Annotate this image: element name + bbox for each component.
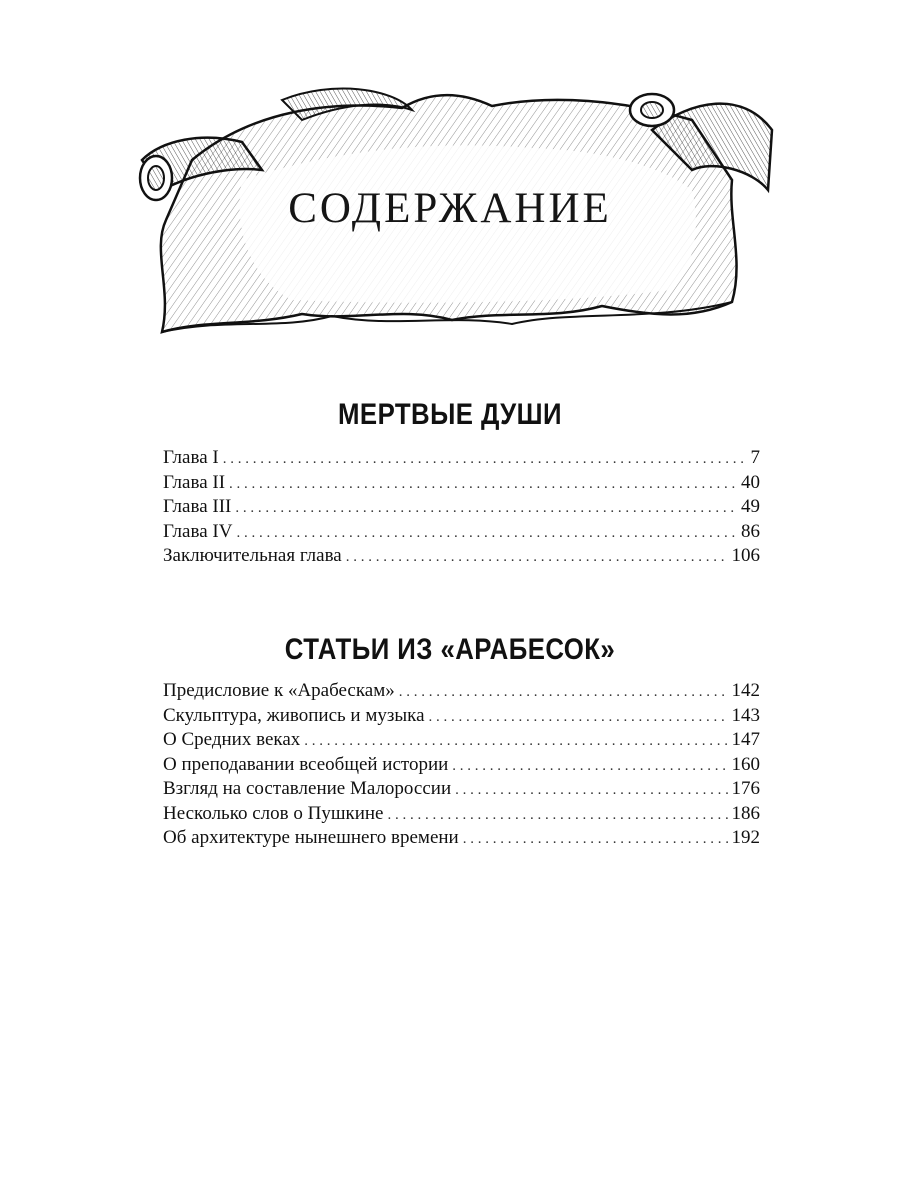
toc-entry-page: 160 xyxy=(731,753,760,775)
toc-entry[interactable] xyxy=(163,471,760,496)
toc-entry-title: Глава III xyxy=(163,496,232,517)
toc-entry-page: 176 xyxy=(731,778,760,799)
toc-entry-title: Предисловие к «Арабескам» xyxy=(163,680,395,701)
dot-leader xyxy=(387,803,727,828)
toc-entry[interactable] xyxy=(163,704,760,729)
toc-entry-page: 186 xyxy=(731,802,760,824)
dot-leader xyxy=(236,521,737,546)
toc-entry-page: 40 xyxy=(741,471,760,493)
dot-leader xyxy=(429,705,728,730)
section-heading: МЕРТВЫЕ ДУШИ xyxy=(338,398,562,431)
toc-entry[interactable] xyxy=(163,753,760,778)
toc-entry-page: 86 xyxy=(741,520,760,542)
toc-entry-page: 143 xyxy=(731,704,760,726)
toc-entry[interactable] xyxy=(163,520,760,545)
toc-entry-page: 106 xyxy=(731,545,760,566)
page-title: СОДЕРЖАНИЕ xyxy=(288,185,612,232)
dot-leader xyxy=(452,754,727,779)
dot-leader xyxy=(235,496,737,521)
toc-entry-page: 49 xyxy=(741,496,760,517)
dot-leader xyxy=(399,680,728,705)
toc-entry-page: 147 xyxy=(731,729,760,750)
toc-entry-title: Взгляд на составление Малороссии xyxy=(163,778,452,799)
toc-entry-title: Глава IV xyxy=(163,520,233,542)
toc-entry-title: О преподавании всеобщей истории xyxy=(163,753,449,775)
toc-entry[interactable] xyxy=(163,495,760,520)
dot-leader xyxy=(304,729,727,754)
toc-entry-title: Скульптура, живопись и музыка xyxy=(163,704,425,726)
toc-entry-page: 7 xyxy=(750,447,760,468)
dot-leader xyxy=(463,827,728,852)
toc-entry[interactable] xyxy=(163,728,760,753)
toc-list xyxy=(163,679,760,851)
toc-list xyxy=(163,446,760,569)
toc-entry-title: Глава II xyxy=(163,471,226,493)
toc-entry-page: 192 xyxy=(731,827,760,848)
toc-entry-page: 142 xyxy=(731,680,760,701)
toc-entry-title: Глава I xyxy=(163,447,219,468)
toc-entry[interactable] xyxy=(163,679,760,704)
toc-entry[interactable] xyxy=(163,777,760,802)
section-heading: СТАТЬИ ИЗ «АРАБЕСОК» xyxy=(284,633,616,666)
toc-entry[interactable] xyxy=(163,802,760,827)
dot-leader xyxy=(346,545,728,570)
dot-leader xyxy=(229,472,737,497)
dot-leader xyxy=(455,778,727,803)
toc-entry-title: Заключительная глава xyxy=(163,545,342,566)
toc-entry-title: О Средних веках xyxy=(163,729,301,750)
toc-entry-title: Об архитектуре нынешнего времени xyxy=(163,827,459,848)
toc-entry[interactable] xyxy=(163,826,760,851)
toc-entry[interactable] xyxy=(163,544,760,569)
toc-entry-title: Несколько слов о Пушкине xyxy=(163,802,384,824)
toc-entry[interactable] xyxy=(163,446,760,471)
dot-leader xyxy=(223,447,747,472)
